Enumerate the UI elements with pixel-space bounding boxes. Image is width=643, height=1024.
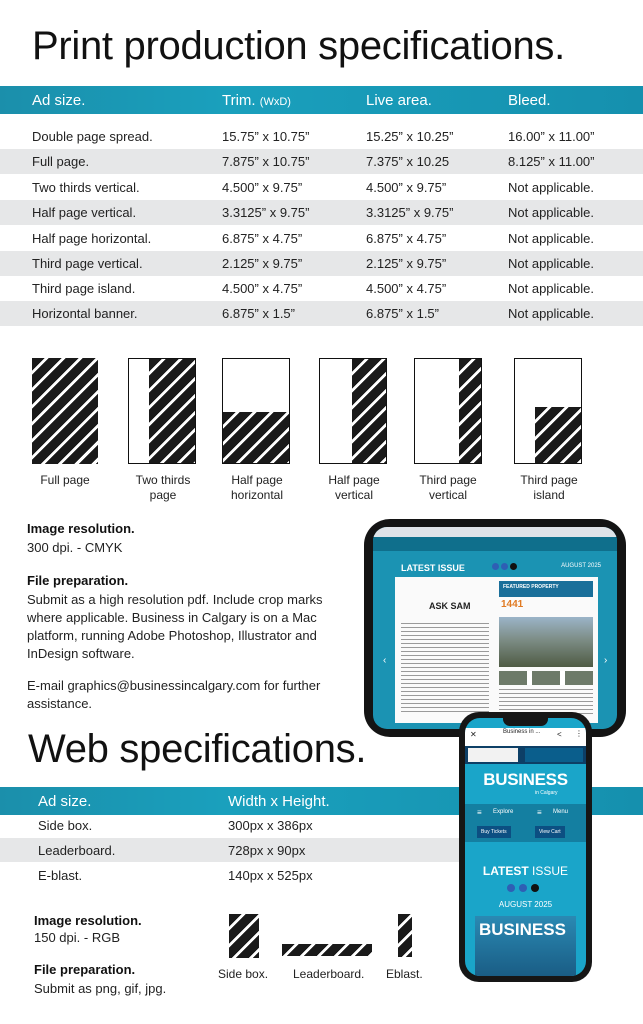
web-image-resolution-heading: Image resolution.: [34, 913, 142, 928]
phone-browser-bar: [465, 728, 586, 746]
table-row: [0, 124, 643, 149]
site-nav: [373, 537, 617, 551]
buy-tickets-button: Buy Tickets: [477, 826, 511, 838]
cell-trim: 6.875” x 4.75”: [222, 231, 303, 246]
web-file-preparation-text: Submit as png, gif, jpg.: [34, 981, 167, 996]
cell-ad-size: Double page spread.: [32, 129, 153, 144]
next-arrow-icon: ›: [604, 655, 608, 666]
instagram-icon: [501, 563, 508, 570]
cell-dims: 300px x 386px: [228, 818, 313, 833]
col-header-bleed: Bleed.: [508, 92, 551, 109]
house-photo: [499, 617, 593, 667]
cell-bleed: Not applicable.: [508, 281, 594, 296]
phone-nav: [465, 804, 586, 842]
cell-ad-size: Third page vertical.: [32, 256, 143, 271]
print-image-resolution-text: 300 dpi. - CMYK: [27, 540, 123, 555]
view-cart-button: View Cart: [535, 826, 565, 838]
cell-dims: 728px x 90px: [228, 843, 306, 858]
diagram-fill: [459, 359, 481, 463]
col-header-trim: Trim. (WxD): [222, 92, 291, 109]
cell-bleed: 16.00” x 11.00”: [508, 129, 595, 144]
cell-ad-size: Third page island.: [32, 281, 136, 296]
col-header-width-height: Width x Height.: [228, 793, 330, 810]
diagram-fill: [223, 412, 289, 463]
diagram-eblast: [398, 914, 412, 957]
prev-arrow-icon: ‹: [383, 655, 387, 666]
cell-bleed: Not applicable.: [508, 180, 594, 195]
eblast-label: Eblast.: [386, 967, 423, 981]
side-box-label: Side box.: [218, 967, 269, 981]
cell-dims: 140px x 525px: [228, 868, 313, 883]
print-file-preparation-text: Submit as a high resolution pdf. Include crop marks where applicable. Business in Calgary is on a Mac platform, running Adobe Photoshop, Illustrator and InDesign software.: [27, 592, 323, 661]
diagram-label: Half page horizontal: [230, 473, 284, 502]
tablet-mockup: [364, 519, 626, 737]
cell-ad-size: Half page vertical.: [32, 205, 137, 220]
ad-left: [468, 748, 518, 762]
ad-right: [525, 748, 583, 762]
table-row: [0, 175, 643, 200]
cell-trim: 6.875” x 1.5”: [222, 306, 295, 321]
featured-property-banner: FEATURED PROPERTY: [499, 581, 593, 597]
phone-ad-strip: [465, 746, 586, 764]
browser-tabs-bar: [373, 527, 617, 537]
diagram-full-page: [32, 358, 98, 464]
web-title: Web specifications.: [28, 727, 367, 771]
more-icon: ⋮: [575, 729, 583, 738]
diagram-label: Third page vertical: [419, 473, 477, 502]
magazine-right-page: [499, 581, 593, 717]
cell-ad-size: E-blast.: [38, 868, 83, 883]
explore-label: Explore: [493, 809, 514, 815]
phone-brand-sub: in Calgary: [535, 790, 558, 796]
cell-trim: 4.500” x 9.75”: [222, 180, 303, 195]
diagram-label: Full page: [40, 473, 90, 487]
print-image-resolution-heading: Image resolution.: [27, 521, 135, 536]
cell-ad-size: Leaderboard.: [38, 843, 116, 858]
x-icon: [510, 563, 517, 570]
table-row: [0, 838, 463, 862]
cell-trim: 7.875” x 10.75”: [222, 154, 310, 169]
cell-ad-size: Full page.: [32, 154, 90, 169]
cell-ad-size: Side box.: [38, 818, 93, 833]
cell-live: 3.3125” x 9.75”: [366, 205, 454, 220]
email-note: E-mail graphics@businessincalgary.com for further assistance.: [27, 678, 321, 711]
diagram-label: Half page vertical: [328, 473, 380, 502]
explore-icon: ≡: [477, 808, 482, 817]
leaderboard-label: Leaderboard.: [293, 967, 365, 981]
cell-live: 15.25” x 10.25”: [366, 129, 454, 144]
cell-trim: 3.3125” x 9.75”: [222, 205, 310, 220]
table-row: [0, 200, 643, 225]
phone-latest-issue: LATEST ISSUE: [482, 864, 569, 878]
cell-live: 7.375” x 10.25: [366, 154, 450, 169]
print-title: Print production specifications.: [32, 24, 565, 68]
diagram-third-island: [514, 358, 582, 464]
table-row: [0, 863, 463, 887]
photo-thumbnails: [499, 671, 593, 685]
tablet-latest-issue: LATEST ISSUE: [401, 563, 465, 573]
tablet-screen: [373, 527, 617, 729]
cell-bleed: Not applicable.: [508, 306, 594, 321]
x-icon: [531, 884, 539, 892]
cell-ad-size: Half page horizontal.: [32, 231, 152, 246]
phone-notch: [503, 718, 548, 726]
menu-label: Menu: [553, 809, 569, 815]
instagram-icon: [519, 884, 527, 892]
tablet-issue-date: AUGUST 2025: [561, 563, 601, 569]
diagram-two-thirds: [128, 358, 196, 464]
cell-bleed: Not applicable.: [508, 205, 594, 220]
diagram-label: Third page island: [520, 473, 578, 502]
table-row: [0, 149, 643, 174]
table-row: [0, 276, 643, 301]
cell-trim: 2.125” x 9.75”: [222, 256, 303, 271]
phone-issue-date: AUGUST 2025: [498, 900, 553, 909]
magazine-left-page: [401, 583, 489, 717]
phone-cover: [475, 916, 576, 976]
phone-url: Business in ...: [503, 729, 541, 735]
diagram-fill: [535, 407, 581, 463]
col-header-live-area: Live area.: [366, 92, 432, 109]
diagram-half-horizontal: [222, 358, 290, 464]
diagram-fill: [32, 358, 98, 464]
col-header-ad-size: Ad size.: [38, 793, 92, 810]
ask-sam-heading: ASK SAM: [429, 601, 471, 611]
cell-live: 4.500” x 4.75”: [366, 281, 447, 296]
table-row: [0, 813, 463, 837]
diagram-third-vertical: [414, 358, 482, 464]
menu-icon: ≡: [537, 808, 542, 817]
phone-brand: BUSINESS: [483, 770, 568, 789]
web-file-preparation-heading: File preparation.: [34, 962, 136, 977]
cell-live: 2.125” x 9.75”: [366, 256, 447, 271]
cell-bleed: 8.125” x 11.00”: [508, 154, 595, 169]
cover-title: BUSINESS: [479, 920, 566, 939]
diagram-side-box: [229, 914, 259, 958]
facebook-icon: [492, 563, 499, 570]
diagram-label: Two thirds page: [135, 473, 191, 502]
cell-bleed: Not applicable.: [508, 256, 594, 271]
facebook-icon: [507, 884, 515, 892]
close-icon: ✕: [470, 730, 477, 739]
cell-trim: 15.75” x 10.75”: [222, 129, 310, 144]
web-image-resolution-text: 150 dpi. - RGB: [34, 930, 120, 945]
phone-mockup: [459, 712, 592, 982]
col-header-ad-size: Ad size.: [32, 92, 86, 109]
print-table-header: [0, 86, 643, 114]
phone-screen: [465, 718, 586, 976]
cell-bleed: Not applicable.: [508, 231, 594, 246]
table-row: [0, 251, 643, 276]
cell-live: 6.875” x 4.75”: [366, 231, 447, 246]
diagram-leaderboard: [282, 944, 372, 956]
table-row: [0, 226, 643, 251]
cell-trim: 4.500” x 4.75”: [222, 281, 303, 296]
print-file-preparation-heading: File preparation.: [27, 573, 129, 588]
cell-ad-size: Two thirds vertical.: [32, 180, 140, 195]
diagram-half-vertical: [319, 358, 387, 464]
diagram-fill: [149, 359, 195, 463]
magazine-spread: [395, 577, 598, 723]
cell-ad-size: Horizontal banner.: [32, 306, 138, 321]
property-number: 1441: [501, 599, 524, 610]
article-text: [401, 623, 489, 715]
cell-live: 6.875” x 1.5”: [366, 306, 439, 321]
table-row: [0, 301, 643, 326]
share-icon: <: [557, 730, 562, 739]
cell-live: 4.500” x 9.75”: [366, 180, 447, 195]
diagram-fill: [352, 359, 386, 463]
